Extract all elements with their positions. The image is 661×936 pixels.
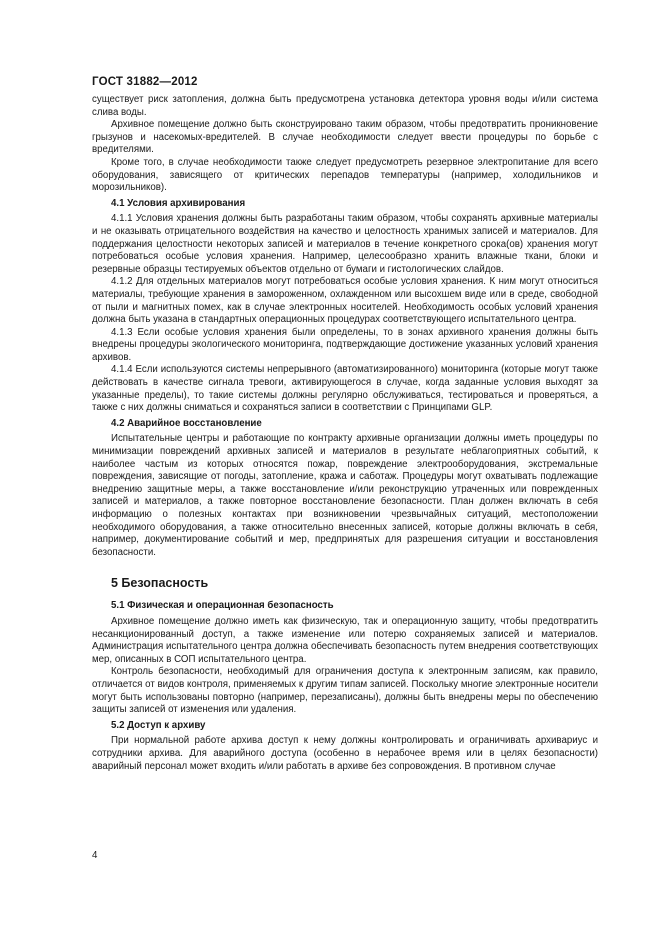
paragraph: Кроме того, в случае необходимости также следует предусмотреть резервное электропитание для всего оборудования, зависящего от критических перепадов температуры (например, холодильников и морозильников). [92, 156, 598, 194]
section-heading-4-1: 4.1 Условия архивирования [111, 197, 246, 209]
paragraph: Контроль безопасности, необходимый для ограничения доступа к электронным записям, как правило, отличается от видов контроля, применяемых к другим типам записей. Поскольку многие электронные носители могут быть использованы повторно (например, перезаписаны), должны быть внедрены меры по обеспечению защиты записей от изменения или удаления. [92, 666, 598, 716]
page-number: 4 [92, 850, 98, 861]
paragraph: Архивное помещение должно иметь как физическую, так и операционную защиту, чтобы предотвратить несанкционированный доступ, а также изменение или потерю сохраняемых записей и материалов. Администрация испытательного центра должна обеспечивать безопасность путем внедрения соответствующих мер, описанных в СОП испытательного центра. [92, 615, 598, 665]
paragraph: существует риск затопления, должна быть предусмотрена установка детектора уровня воды и/или система слива воды. [92, 94, 598, 118]
paragraph: 4.1.1 Условия хранения должны быть разработаны таким образом, чтобы сохранять архивные материалы и не оказывать отрицательного воздействия на качество и целостность хранимых записей и материалов. Для поддержания целостности некоторых записей и материалов в течение конкретного срока(ов) хранения могут потребоваться особые условия хранения. Например, целесообразно хранить влажные ткани, блоки и резервные образцы тестируемых объектов отдельно от бумаги и гистологических слайдов. [92, 213, 598, 275]
section-heading-5-1: 5.1 Физическая и операционная безопасность [111, 600, 334, 612]
paragraph: При нормальной работе архива доступ к нему должны контролировать и ограничивать архивариус и сотрудники архива. Для аварийного доступа (особенно в нерабочее время или в целях безопасности) аварийный персонал может входить и/или работать в архиве без сопровождения. В противном случае [92, 735, 598, 772]
section-heading-5: 5 Безопасность [111, 576, 209, 591]
document-body [92, 94, 598, 773]
paragraph: 4.1.3 Если особые условия хранения были определены, то в зонах архивного хранения должны быть внедрены процедуры экологического мониторинга, подтверждающие достижение указанных условий хранения архивов. [92, 326, 598, 363]
paragraph: Архивное помещение должно быть сконструировано таким образом, чтобы предотвратить проникновение грызунов и насекомых-вредителей. В случае необходимости следует ввести процедуры по борьбе с вредителями. [92, 119, 598, 156]
paragraph: 4.1.4 Если используются системы непрерывного (автоматизированного) мониторинга (которые могут также действовать в качестве сигнала тревоги, активирующегося в случае, когда заданные условия выходят за указанные пределы), то такие системы должны регулярно обслуживаться, тестироваться и проверяться, а также с них должны сниматься и сохраняться записи в соответствии с Принципами GLP. [92, 364, 598, 414]
section-heading-5-2: 5.2 Доступ к архиву [111, 719, 206, 731]
paragraph: Испытательные центры и работающие по контракту архивные организации должны иметь процедуры по минимизации повреждений архивных записей и материалов в результате неблагоприятных событий, к наиболее частым из которых относятся пожар, повреждение электрооборудования, экстремальные повреждения, зависящие от погоды, затопление, кража и саботаж. Процедуры могут охватывать подлежащие внедрению защитные меры, а также восстановление и/или реконструкцию утраченных или поврежденных записей и материалов, а также повторное восстановление безопасности. План должен включать в себя информацию о полезных контактах при возникновении чрезвычайных ситуаций, местоположении необходимого оборудования, а также относительно внесенных записей, которые должны включать в себя, например, документирование событий и мер, предпринятых для разрешения ситуации и восстановления безопасности. [92, 433, 598, 558]
section-heading-4-2: 4.2 Аварийное восстановление [111, 417, 262, 429]
document-header: ГОСТ 31882—2012 [92, 76, 198, 88]
paragraph: 4.1.2 Для отдельных материалов могут потребоваться особые условия хранения. К ним могут относиться материалы, требующие хранения в замороженном, охлажденном или высохшем виде или в среде, свободной от пыли и магнитных помех, как в случае электронных носителей. Необходимость особых условий хранения должна быть указана в стандартных операционных процедурах соответствующего испытательного центра. [92, 276, 598, 326]
